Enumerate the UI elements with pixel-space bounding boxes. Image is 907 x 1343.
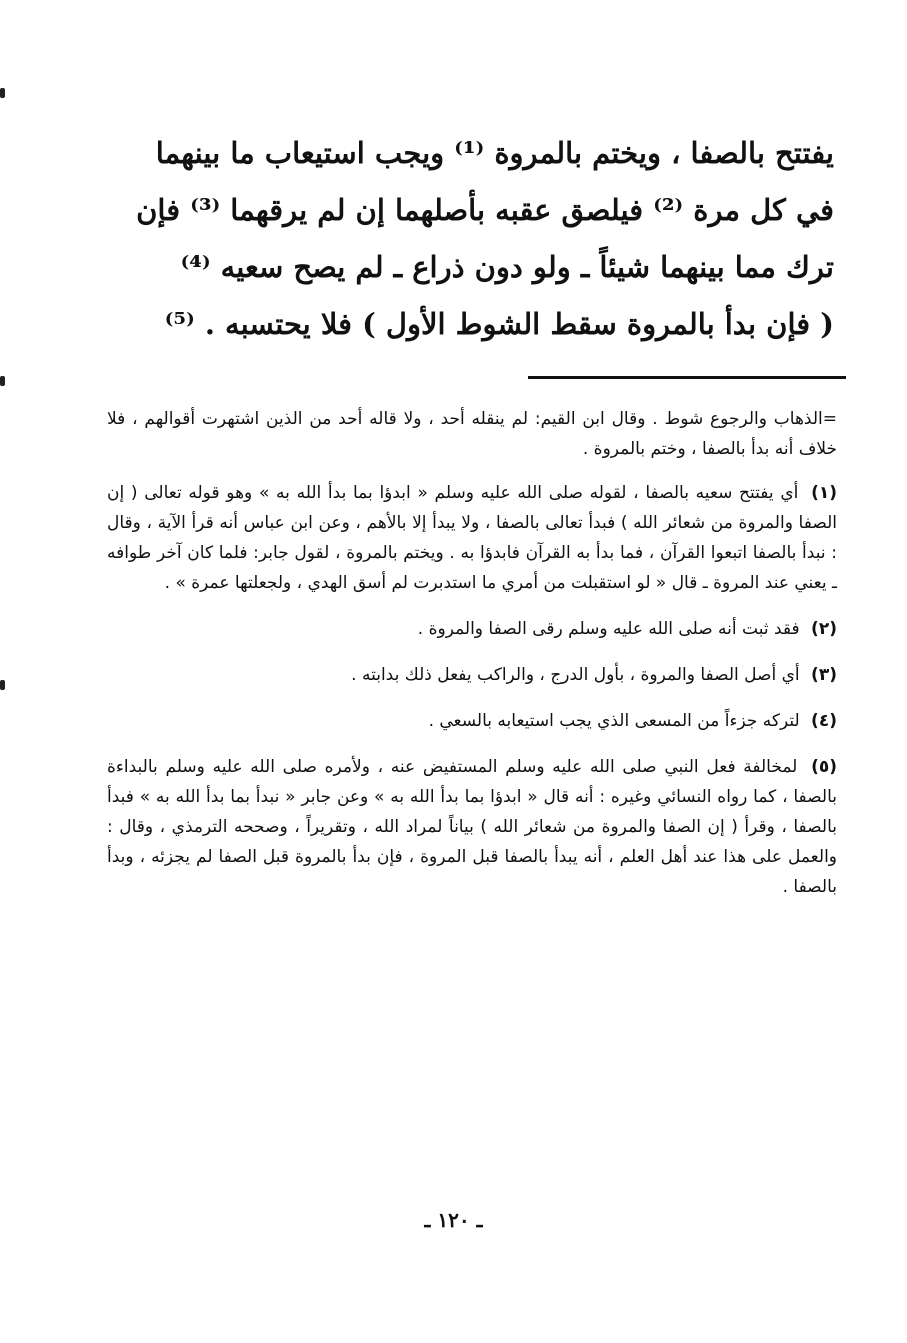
- main-text-line: في كل مرة ⁽²⁾ فيلصق عقبه بأصلهما إن لم يرقهما ⁽³⁾ فإن: [136, 193, 834, 227]
- footnote-text: لمخالفة فعل النبي صلى الله عليه وسلم المستفيض عنه ، ولأمره صلى الله عليه وسلم بالبداءة بالصفا ، كما رواه النسائي وغيره : أنه قال « ابدؤا بما بدأ الله به » وعن جابر « نبدأ بما بدأ الله به » فبدأ بالصفا ، وقرأ ( إن الصفا والمروة من شعائر الله ) بياناً لمراد الله ، وتقريراً ، وصححه الترمذي ، وقال : والعمل على هذا عند أهل العلم ، أنه يبدأ بالصفا قبل المروة ، فإن بدأ بالمروة قبل الصفا لم يجزئه ، وبدأ بالصفا .: [107, 757, 837, 897]
- main-text-line: ( فإن بدأ بالمروة سقط الشوط الأول ) فلا يحتسبه . ⁽⁵⁾: [164, 307, 834, 341]
- footnote-text: فقد ثبت أنه صلى الله عليه وسلم رقى الصفا والمروة .: [417, 619, 800, 639]
- scan-edge-mark: [0, 376, 5, 386]
- scan-edge-mark: [0, 680, 5, 690]
- footnote-text: أي يفتتح سعيه بالصفا ، لقوله صلى الله عليه وسلم « ابدؤا بما بدأ الله به » وهو قوله تعالى ( إن الصفا والمروة من شعائر الله ) فبدأ تعالى بالصفا ، ولا يبدأ إلا بالأهم ، وعن ابن عباس أنه قرأ الآية ، وقال : نبدأ بالصفا اتبعوا القرآن ، فما بدأ به القرآن فابدؤا به . ويختم بالمروة ، لقول جابر: فلما كان آخر طوافه ـ يعني عند المروة ـ قال « لو استقبلت من أمري ما استدبرت لم أسق الهدي ، ولجعلتها عمرة » .: [107, 483, 837, 593]
- footnote-number: (٥): [811, 757, 838, 777]
- footnote-4: [107, 706, 837, 736]
- footnote-continuation: =الذهاب والرجوع شوط . وقال ابن القيم: لم ينقله أحد ، ولا قاله أحد من الذين اشتهرت أقوالهم ، فلا خلاف أنه بدأ بالصفا ، وختم بالمروة .: [107, 409, 837, 459]
- main-text-line: يفتتح بالصفا ، ويختم بالمروة ⁽¹⁾ ويجب استيعاب ما بينهما: [155, 136, 834, 170]
- footnote-number: (٣): [811, 665, 837, 685]
- footnote-2: [107, 614, 837, 644]
- footnote-5: [107, 752, 837, 902]
- page-number: ـ ١٢٠ ـ: [424, 1208, 483, 1232]
- footnote-3: [107, 660, 837, 690]
- main-text-block: [110, 125, 834, 353]
- scan-edge-mark: [0, 88, 5, 98]
- main-text-line: ترك مما بينهما شيئاً ـ ولو دون ذراع ـ لم يصح سعيه ⁽⁴⁾: [180, 250, 834, 284]
- footnote-number: (٤): [811, 711, 837, 731]
- footnote-text: لتركه جزءاً من المسعى الذي يجب استيعابه بالسعي .: [428, 711, 800, 731]
- footnote-number: (٢): [811, 619, 837, 639]
- footnote-1: [107, 478, 837, 598]
- footnote-number: (١): [811, 483, 838, 503]
- footnote-separator: [528, 376, 846, 379]
- footnotes-block: [107, 404, 837, 918]
- footnote-text: أي أصل الصفا والمروة ، بأول الدرج ، والراكب يفعل ذلك بدابته .: [351, 665, 800, 685]
